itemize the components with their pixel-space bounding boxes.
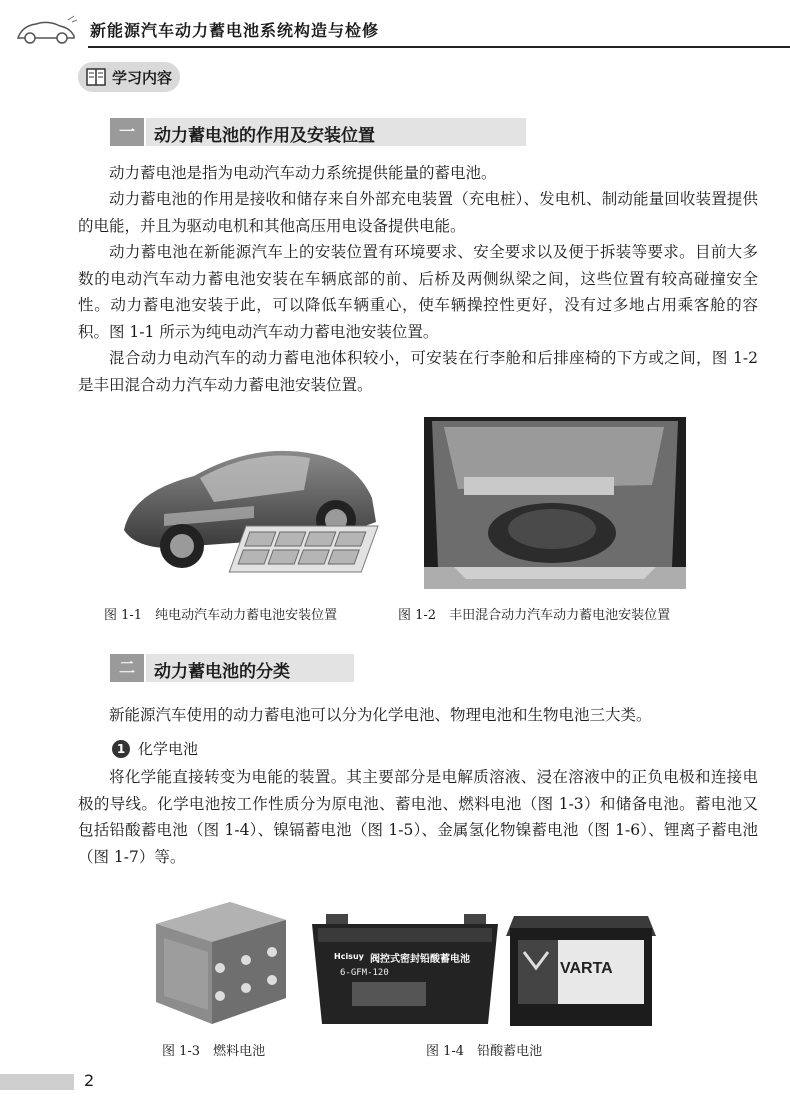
section-1-number: 一 — [110, 118, 144, 146]
figure-1-2-caption: 图 1-2 丰田混合动力汽车动力蓄电池安装位置 — [398, 608, 671, 623]
section-2-body: 将化学能直接转变为电能的装置。其主要部分是电解质溶液、浸在溶液中的正负电极和连接电极的导线。化学电池按工作性质分为原电池、蓄电池、燃料电池（图 1-3）和储备电池。蓄电池又包括铅酸蓄电池（图 1-4）、镍镉蓄电池（图 1-5）、金属氢化物镍蓄电池（图 1-6）、锂离子蓄电池（图 1-7）等。 — [78, 768, 758, 866]
battery-model-text: 6-GFM-120 — [340, 968, 389, 978]
figure-1-1-ev-battery-image — [104, 418, 396, 588]
figure-1-3-fuel-cell-image — [150, 898, 290, 1028]
book-icon — [86, 68, 106, 86]
learning-content-label: 学习内容 — [112, 69, 173, 87]
figure-1-1-caption: 图 1-1 纯电动汽车动力蓄电池安装位置 — [104, 608, 338, 623]
figure-1-2-toyota-trunk-battery-image — [424, 417, 686, 589]
page-header — [0, 0, 790, 52]
page-number: 2 — [84, 1071, 95, 1090]
subsection-1-title: 化学电池 — [138, 740, 199, 758]
section-1-paragraph-4: 混合动力电动汽车的动力蓄电池体积较小，可安装在行李舱和后排座椅的下方或之间，图 1-2 是丰田混合动力汽车动力蓄电池安装位置。 — [78, 349, 758, 394]
learning-content-badge — [78, 62, 180, 92]
section-1-title: 动力蓄电池的作用及安装位置 — [154, 126, 375, 146]
section-1-paragraph-3: 动力蓄电池在新能源汽车上的安装位置有环境要求、安全要求以及便于拆装等要求。目前大多数的电动汽车动力蓄电池安装在车辆底部的前、后桥及两侧纵梁之间，这些位置有较高碰撞安全性。动力蓄电池安装于此，可以降低车辆重心，使车辆操控性更好，没有过多地占用乘客舱的容积。图 1-1 所示为纯电动汽车动力蓄电池安装位置。 — [78, 243, 758, 341]
figure-1-4-caption: 图 1-4 铅酸蓄电池 — [426, 1044, 543, 1059]
battery-type-text: 阀控式密封铅酸蓄电池 — [370, 954, 470, 965]
battery-brand-text: Hcisuy — [334, 952, 364, 961]
section-2-title: 动力蓄电池的分类 — [154, 662, 290, 682]
section-2-number: 二 — [110, 654, 144, 682]
header-title: 新能源汽车动力蓄电池系统构造与检修 — [90, 21, 380, 40]
section-2-intro: 新能源汽车使用的动力蓄电池可以分为化学电池、物理电池和生物电池三大类。 — [109, 706, 652, 724]
figure-1-3-caption: 图 1-3 燃料电池 — [162, 1044, 266, 1059]
subsection-1-number: 1 — [112, 740, 130, 758]
varta-label: VARTA — [560, 960, 613, 977]
header-divider — [88, 46, 790, 48]
car-logo-icon — [14, 14, 78, 46]
section-1-paragraph-2: 动力蓄电池的作用是接收和储存来自外部充电装置（充电桩）、发电机、制动能量回收装置提供的电能，并且为驱动电机和其他高压用电设备提供电能。 — [78, 190, 758, 235]
section-1-paragraph-1: 动力蓄电池是指为电动汽车动力系统提供能量的蓄电池。 — [109, 164, 497, 182]
figure-1-4-lead-acid-battery-image — [312, 914, 498, 1024]
page-footer-strip — [0, 1074, 74, 1090]
varta-battery-image — [506, 908, 656, 1026]
